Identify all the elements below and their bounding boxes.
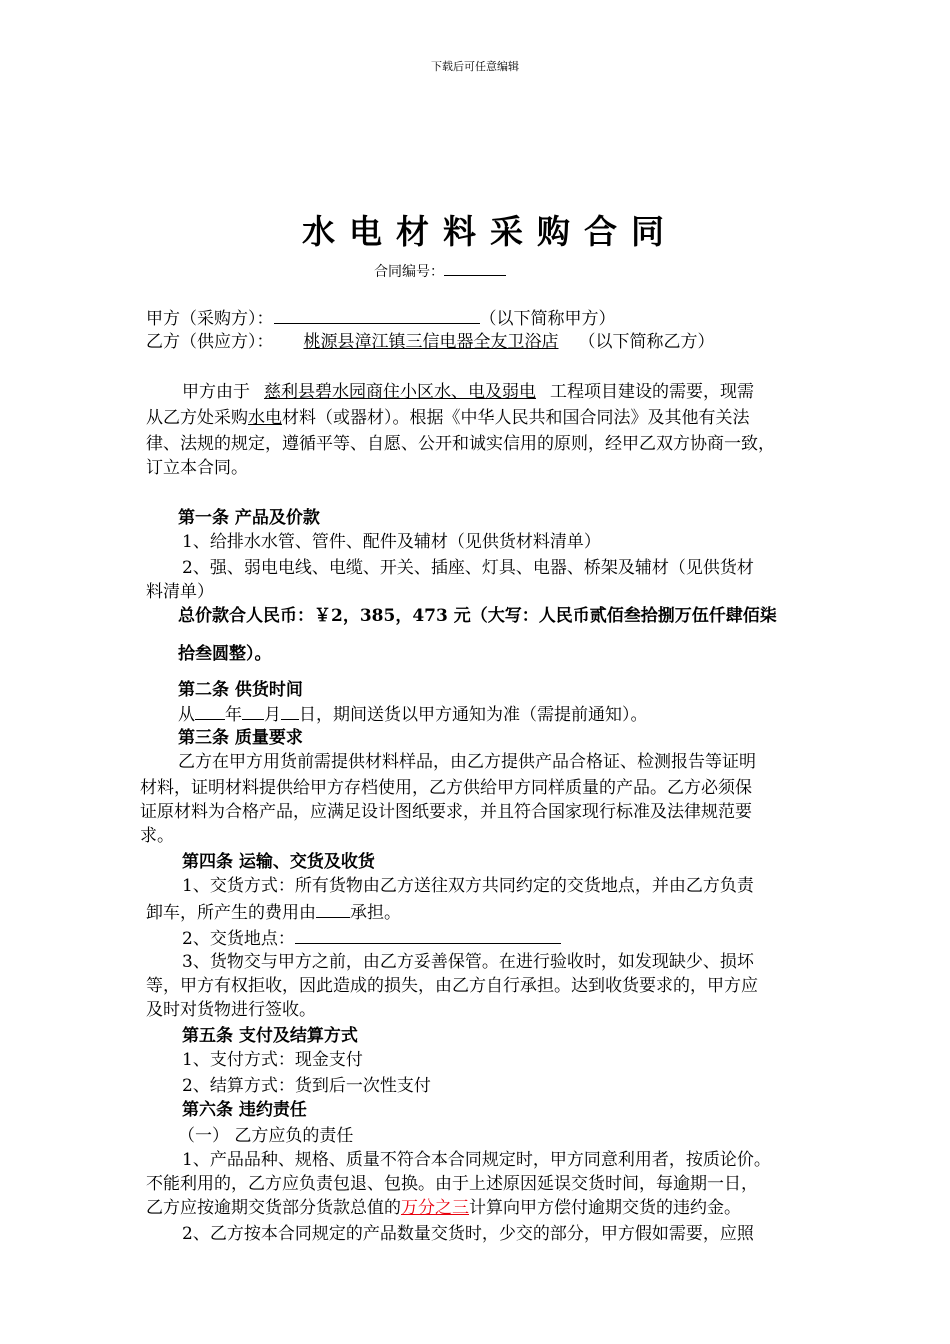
article-3-heading: 第三条 质量要求: [178, 728, 303, 748]
article-1-item-1: 1、给排水水管、管件、配件及辅材（见供货材料清单）: [182, 532, 601, 552]
contract-number: [374, 258, 506, 284]
article-3-line-2: 材料，证明材料提供给甲方存档使用，乙方供给甲方同样质量的产品。乙方必须保: [140, 778, 752, 798]
intro-line-1: [182, 380, 754, 404]
article-3-line-4: 求。: [140, 826, 174, 846]
article-6-item-1: 1、产品品种、规格、质量不符合本合同规定时，甲方同意利用者，按质论价。: [182, 1150, 771, 1170]
article-6-item-1-cont-2: [146, 1196, 741, 1220]
article-5-heading: 第五条 支付及结算方式: [182, 1026, 358, 1046]
party-a-label: 甲方（采购方）：: [146, 309, 274, 329]
article-1-heading: 第一条 产品及价款: [178, 508, 320, 528]
total-price: 总价款合人民币：￥2，385，473 元（大写：人民币贰佰叁拾捌万伍仟肆佰柒: [178, 606, 777, 626]
party-a-suffix: （以下简称甲方）: [479, 309, 616, 329]
party-b-suffix: （以下简称乙方）: [578, 332, 715, 352]
penalty-text: 乙方应按逾期交货部分货款总值的: [146, 1198, 401, 1218]
article-1-item-2-cont: 料清单）: [146, 582, 214, 602]
total-price-cont: 拾叁圆整）。: [178, 644, 272, 664]
contract-number-blank[interactable]: [444, 258, 506, 276]
day-label: 日，期间送货以甲方通知为准（需提前通知）。: [299, 705, 648, 725]
month-label: 月: [264, 705, 281, 725]
header-note: 下载后可任意编辑: [431, 60, 519, 73]
delivery-place-label: 2、交货地点：: [182, 929, 295, 949]
party-b-line: [146, 330, 715, 354]
delivery-place-blank[interactable]: [295, 926, 561, 944]
supply-time-from: 从: [178, 705, 195, 725]
party-a-blank[interactable]: [274, 306, 480, 324]
unload-cost-text: 承担。: [350, 903, 401, 923]
article-4-heading: 第四条 运输、交货及收货: [182, 852, 375, 872]
contract-number-label: 合同编号：: [374, 264, 444, 280]
party-b-label: 乙方（供应方）：: [146, 332, 274, 352]
party-a-line: [146, 306, 616, 331]
intro-line-4: 订立本合同。: [146, 458, 248, 478]
article-3-line-1: 乙方在甲方用货前需提供材料样品，由乙方提供产品合格证、检测报告等证明: [178, 752, 756, 772]
day-blank[interactable]: [281, 702, 299, 720]
article-2-heading: 第二条 供货时间: [178, 680, 303, 700]
penalty-rate: 万分之三: [401, 1198, 469, 1218]
document-title: 水电材料采购合同: [302, 212, 678, 251]
article-1-item-2: 2、强、弱电电线、电缆、开关、插座、灯具、电器、桥架及辅材（见供货材: [182, 558, 754, 578]
intro-text: 工程项目建设的需要，现需: [550, 382, 754, 402]
material-type: 水电: [248, 408, 282, 428]
article-6-item-2: 2、乙方按本合同规定的产品数量交货时，少交的部分，甲方假如需要，应照: [182, 1224, 754, 1244]
intro-text: 从乙方处采购: [146, 408, 248, 428]
article-3-line-3: 证原材料为合格产品，应满足设计图纸要求，并且符合国家现行标准及法律规范要: [140, 802, 752, 822]
article-4-item-3: 3、货物交与甲方之前，由乙方妥善保管。在进行验收时，如发现缺少、损坏: [182, 952, 754, 972]
intro-line-2: [146, 406, 750, 430]
month-blank[interactable]: [242, 702, 264, 720]
article-6-heading: 第六条 违约责任: [182, 1100, 307, 1120]
intro-line-3: 律、法规的规定，遵循平等、自愿、公开和诚实信用的原则，经甲乙双方协商一致，: [146, 434, 775, 454]
article-6-sub-1: （一） 乙方应负的责任: [178, 1126, 354, 1146]
payment-method: 1、支付方式：现金支付: [182, 1050, 363, 1070]
article-4-item-2: [182, 926, 561, 951]
party-b-name: 桃源县漳江镇三信电器全友卫浴店: [303, 332, 559, 352]
intro-text: 甲方由于: [182, 382, 250, 402]
article-4-item-1-cont: [146, 900, 401, 925]
year-blank[interactable]: [195, 702, 225, 720]
project-name: 慈利县碧水园商住小区水、电及弱电: [264, 382, 536, 402]
cost-bearer-blank[interactable]: [316, 900, 350, 918]
article-4-item-3-cont-2: 及时对货物进行签收。: [146, 1000, 316, 1020]
supply-time: [178, 702, 648, 727]
penalty-text: 计算向甲方偿付逾期交货的违约金。: [469, 1198, 741, 1218]
intro-text: 材料（或器材）。根据《中华人民共和国合同法》及其他有关法: [282, 408, 750, 428]
unload-cost-text: 卸车，所产生的费用由: [146, 903, 316, 923]
article-4-item-1: 1、交货方式：所有货物由乙方送往双方共同约定的交货地点，并由乙方负责: [182, 876, 754, 896]
article-4-item-3-cont: 等，甲方有权拒收，因此造成的损失，由乙方自行承担。达到收货要求的，甲方应: [146, 976, 758, 996]
article-6-item-1-cont: 不能利用的，乙方应负责包退、包换。由于上述原因延误交货时间，每逾期一日，: [146, 1174, 758, 1194]
year-label: 年: [225, 705, 242, 725]
settlement-method: 2、结算方式：货到后一次性支付: [182, 1076, 431, 1096]
